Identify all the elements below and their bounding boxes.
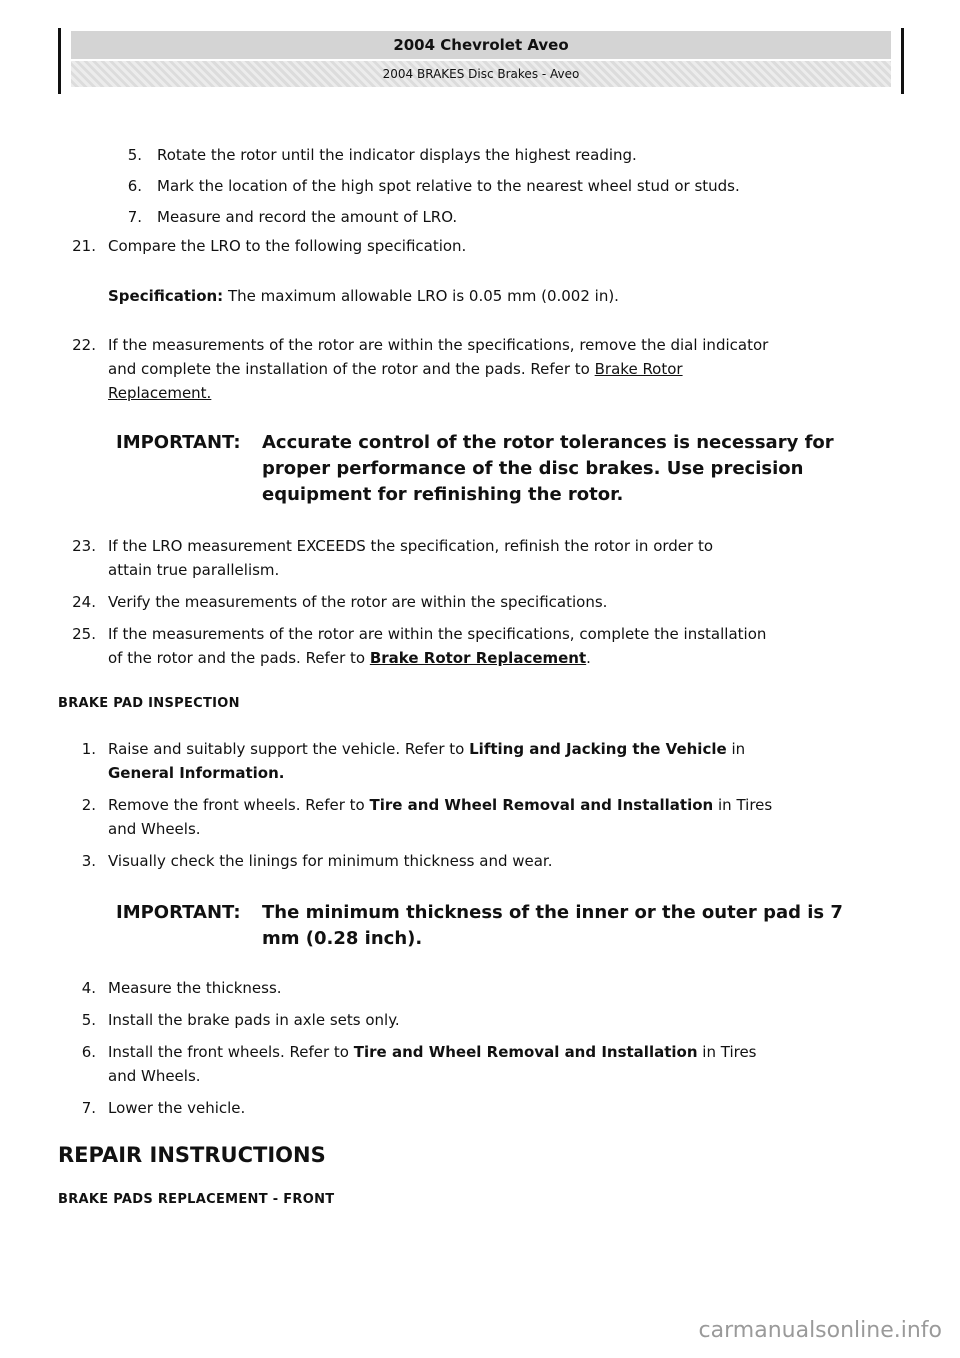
inspection-step-2-end: in Tires [718, 796, 773, 814]
inspection-step-3-text: Visually check the linings for minimum thickness and wear. [108, 852, 553, 870]
step-22-line-2 [108, 358, 683, 380]
step-24-text: Verify the measurements of the rotor are within the specifications. [108, 593, 608, 611]
step-25-line-2-text: of the rotor and the pads. Refer to [108, 649, 366, 667]
step-25-number: 25. [72, 625, 96, 643]
step-22-number: 22. [72, 336, 96, 354]
inspection-step-2-text: Remove the front wheels. Refer to [108, 796, 365, 814]
watermark: carmanualsonline.info [698, 1318, 942, 1343]
important-1-line-3: equipment for refinishing the rotor. [262, 484, 624, 505]
important-2-label: IMPORTANT: [116, 902, 241, 923]
step-22-line-2-text: and complete the installation of the rotor and the pads. Refer to [108, 360, 590, 378]
repair-instructions-heading: REPAIR INSTRUCTIONS [58, 1143, 326, 1167]
substep-7-text: Measure and record the amount of LRO. [157, 208, 458, 226]
step-23-line-1: If the LRO measurement EXCEEDS the specification, refinish the rotor in order to [108, 537, 714, 555]
step-21-number: 21. [72, 237, 96, 255]
lifting-jacking-link[interactable]: Lifting and Jacking the Vehicle [469, 740, 727, 758]
specification-label: Specification: [108, 287, 224, 305]
inspection-step-4-text: Measure the thickness. [108, 979, 282, 997]
section-brake-pads-replacement: BRAKE PADS REPLACEMENT - FRONT [58, 1192, 335, 1207]
inspection-step-7-text: Lower the vehicle. [108, 1099, 246, 1117]
inspection-step-6-text: Install the front wheels. Refer to [108, 1043, 349, 1061]
important-2-line-1: The minimum thickness of the inner or the outer pad is 7 [262, 902, 843, 923]
inspection-step-1-in: in [731, 740, 746, 758]
inspection-step-1-text: Raise and suitably support the vehicle. Refer to [108, 740, 465, 758]
step-22-line-1: If the measurements of the rotor are within the specifications, remove the dial indicator [108, 336, 769, 354]
important-1-label: IMPORTANT: [116, 432, 241, 453]
step-25-line-2-end: . [586, 649, 591, 667]
step-25-line-2 [108, 647, 591, 669]
step-24-number: 24. [72, 593, 96, 611]
tire-wheel-removal-link[interactable]: Tire and Wheel Removal and Installation [369, 796, 714, 814]
step-23-number: 23. [72, 537, 96, 555]
inspection-step-6-line-2: and Wheels. [108, 1067, 201, 1085]
inspection-step-4-number: 4. [81, 979, 96, 997]
inspection-step-6-end: in Tires [702, 1043, 757, 1061]
general-information-link[interactable]: General Information. [108, 764, 285, 782]
substep-7-number: 7. [127, 208, 142, 226]
tire-wheel-installation-link[interactable]: Tire and Wheel Removal and Installation [353, 1043, 698, 1061]
brake-rotor-replacement-link-2[interactable]: Brake Rotor Replacement [369, 649, 587, 667]
inspection-step-1-line-1 [108, 738, 745, 760]
step-25-line-1: If the measurements of the rotor are within the specifications, complete the installation [108, 625, 767, 643]
important-2-line-2: mm (0.28 inch). [262, 928, 423, 949]
important-1-line-2: proper performance of the disc brakes. Use precision [262, 458, 804, 479]
inspection-step-5-text: Install the brake pads in axle sets only. [108, 1011, 400, 1029]
substep-5-number: 5. [127, 146, 142, 164]
brake-rotor-link[interactable]: Brake Rotor [594, 360, 683, 378]
substep-6-text: Mark the location of the high spot relative to the nearest wheel stud or studs. [157, 177, 740, 195]
inspection-step-2-number: 2. [81, 796, 96, 814]
important-1-line-1: Accurate control of the rotor tolerances is necessary for [262, 432, 834, 453]
header-subtitle: 2004 BRAKES Disc Brakes - Aveo [71, 61, 891, 87]
inspection-step-5-number: 5. [81, 1011, 96, 1029]
inspection-step-7-number: 7. [81, 1099, 96, 1117]
step-23-line-2: attain true parallelism. [108, 561, 280, 579]
substep-5-text: Rotate the rotor until the indicator displays the highest reading. [157, 146, 637, 164]
inspection-step-1-number: 1. [81, 740, 96, 758]
inspection-step-2-line-1 [108, 794, 772, 816]
step-21-text: Compare the LRO to the following specification. [108, 237, 467, 255]
inspection-step-2-line-2: and Wheels. [108, 820, 201, 838]
section-brake-pad-inspection: BRAKE PAD INSPECTION [58, 696, 240, 711]
substep-6-number: 6. [127, 177, 142, 195]
brake-rotor-replacement-link[interactable]: Replacement. [108, 384, 212, 402]
header-title: 2004 Chevrolet Aveo [71, 31, 891, 59]
page-header [58, 28, 904, 94]
inspection-step-3-number: 3. [81, 852, 96, 870]
specification-line [108, 285, 619, 307]
inspection-step-6-line-1 [108, 1041, 757, 1063]
specification-text: The maximum allowable LRO is 0.05 mm (0.002 in). [227, 287, 619, 305]
inspection-step-6-number: 6. [81, 1043, 96, 1061]
